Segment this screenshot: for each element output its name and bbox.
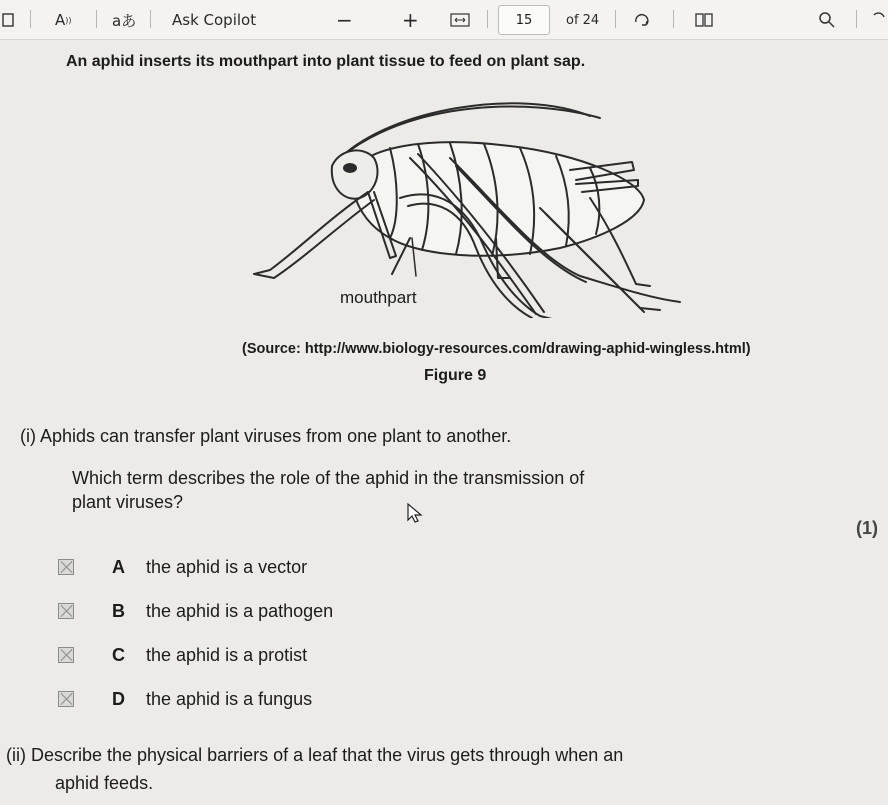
intro-text: An aphid inserts its mouthpart into plant tissue to feed on plant sap. (66, 53, 586, 70)
option-d[interactable] (58, 686, 312, 712)
question-ii-line2: aphid feeds. (55, 773, 154, 793)
aphid-eye (344, 164, 356, 172)
aphid-leg (254, 192, 374, 278)
page-total-label: of 24 (566, 12, 600, 28)
option-text: the aphid is a protist (146, 644, 308, 665)
translate-label: aあ (112, 11, 137, 30)
option-c[interactable] (58, 642, 307, 668)
option-d-checkbox[interactable] (58, 691, 74, 707)
fit-page-button[interactable] (450, 0, 470, 40)
page-total (566, 0, 599, 40)
option-a[interactable] (58, 554, 307, 580)
current-page-value: 15 (515, 12, 533, 28)
ask-copilot-button[interactable] (172, 0, 256, 40)
figure-source: (Source: http://www.biology-resources.com/drawing-aphid-wingless.html) (242, 341, 751, 357)
ask-copilot-label: Ask Copilot (172, 11, 257, 29)
two-page-view-icon (694, 11, 714, 29)
minus-icon: − (336, 8, 353, 32)
rotate-button[interactable] (632, 0, 652, 40)
zoom-out-button[interactable] (336, 0, 353, 40)
rotate-icon (632, 10, 652, 30)
question-i-prompt-line1: Which term describes the role of the aphid in the transmission of (72, 468, 585, 488)
translate-button[interactable] (112, 0, 136, 40)
option-b[interactable] (58, 598, 333, 624)
draw-icon (872, 11, 886, 29)
option-a-checkbox[interactable] (58, 559, 74, 575)
mouthpart-label: mouthpart (340, 288, 417, 307)
pdf-toolbar (0, 0, 888, 40)
search-button[interactable] (818, 0, 836, 40)
draw-button[interactable] (872, 0, 886, 40)
read-aloud-label: A (55, 11, 66, 29)
figure-caption: Figure 9 (424, 367, 487, 384)
pdf-page (0, 40, 888, 805)
question-i-prompt-line2: plant viruses? (72, 492, 184, 512)
marks-indicator: (1) (856, 518, 878, 538)
option-text: the aphid is a pathogen (146, 600, 334, 621)
aphid-head (332, 150, 378, 198)
read-aloud-button[interactable] (55, 0, 72, 40)
sound-icon: )) (65, 15, 72, 25)
option-letter: A (112, 556, 125, 577)
fit-to-width-icon (450, 13, 470, 27)
aphid-drawing (240, 88, 700, 318)
page-number-input[interactable] (498, 5, 550, 35)
option-b-checkbox[interactable] (58, 603, 74, 619)
option-text: the aphid is a vector (146, 556, 308, 577)
option-letter: D (112, 688, 125, 709)
option-c-checkbox[interactable] (58, 647, 74, 663)
search-icon (818, 11, 836, 29)
plus-icon: + (402, 8, 419, 32)
option-letter: B (112, 600, 125, 621)
option-letter: C (112, 644, 125, 665)
zoom-in-button[interactable] (402, 0, 419, 40)
option-text: the aphid is a fungus (146, 688, 313, 709)
question-i-stem: (i) Aphids can transfer plant viruses from one plant to another. (20, 426, 512, 446)
mouse-cursor-icon (406, 502, 424, 524)
page-view-button[interactable] (694, 0, 714, 40)
sidebar-toggle-button[interactable] (2, 0, 16, 40)
question-ii-line1: (ii) Describe the physical barriers of a leaf that the virus gets through when an (6, 745, 624, 765)
panel-icon (2, 12, 16, 28)
